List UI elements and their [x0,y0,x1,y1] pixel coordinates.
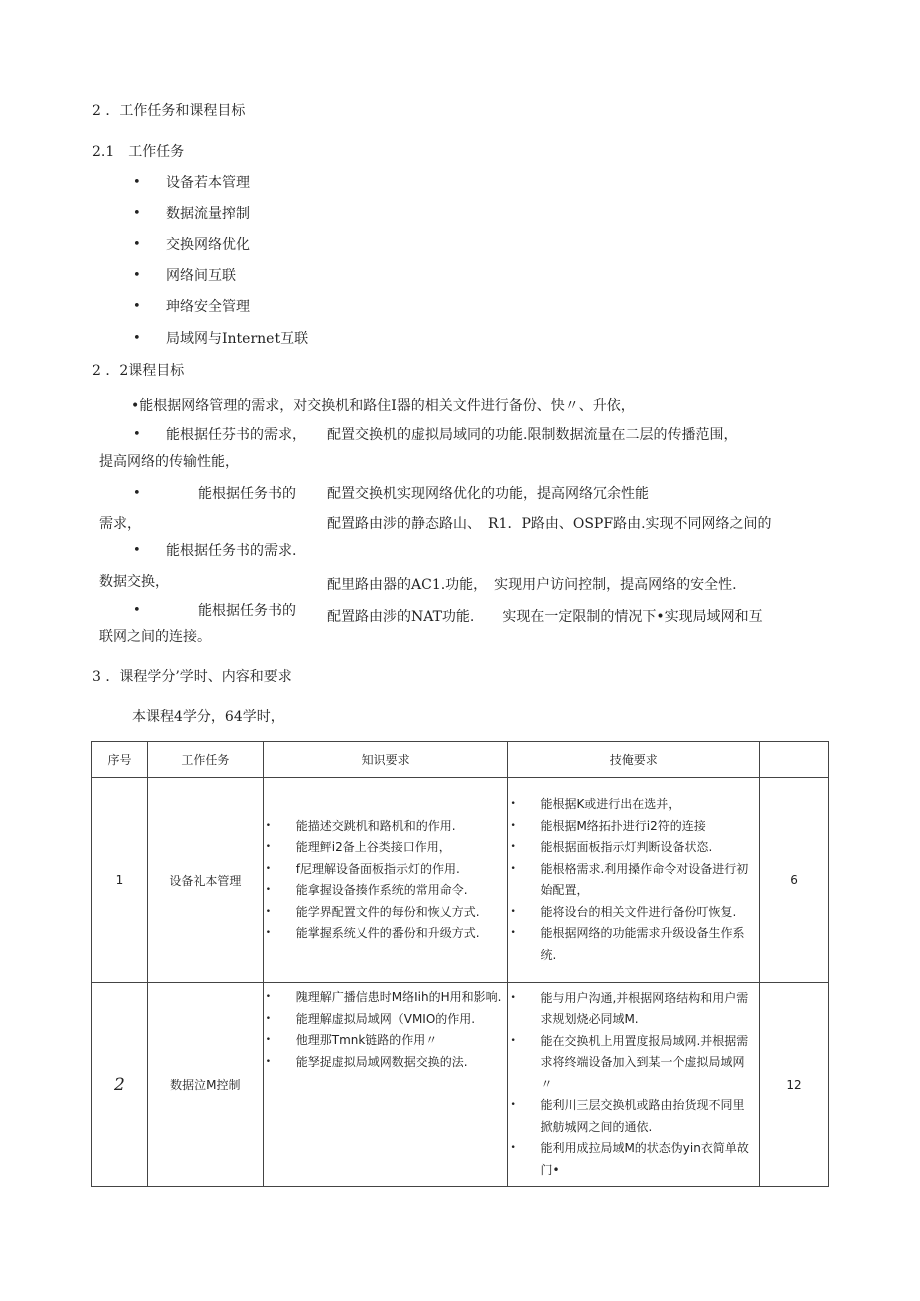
table-row [92,778,829,983]
list-item: 设备若本管理 [166,175,250,191]
goal-2-continued: 提高网络的传输性能， [99,454,239,470]
goal-6-right: 配置路由涉的NAT功能. 实现在一定限制的情况下•实现局域网和互 [327,609,763,625]
table-row [92,983,829,1187]
course-table [91,741,829,1187]
list-item: • 能根格需求.利用搡作命令对设备进行初始配置， [508,859,755,902]
bullet: • [133,331,141,346]
subsection-heading-2-2: 2 ．2课程目标 [92,363,185,379]
row-task: 数据泣M控制 [147,983,263,1187]
list-item: 珅络安全管理 [166,299,250,315]
list-item: • 能掌握系统乂件的番份和升级方式. [264,923,504,945]
row-hours: 12 [760,983,829,1187]
bullet: • [133,206,141,221]
goal-2-right: 配置交换机的虚拟局域同的功能.限制数据流量在二层的传播范围， [327,427,738,443]
bullet: • [133,543,141,558]
list-item: 数据流量搾制 [166,206,250,222]
credit-intro: 本课程4学分，64学时， [132,709,285,725]
row-no: 1 [92,778,148,983]
section-heading-3: 3 ．课程学分’学时、内容和要求 [92,669,292,685]
row-no: 2 [92,983,148,1187]
list-item: • 能在交换机上用置度报局域网.并根据需求将终端设备加入到某一个虚拟局域网〃 [508,1031,755,1096]
bullet: • [133,237,141,252]
bullet: • [133,299,141,314]
row-skills [508,778,760,983]
bullet: • [133,603,141,618]
list-item: • 能根据面板指示灯判断设备状恣. [508,837,755,859]
goal-4-left: 能根据任务书的需求. [166,543,297,559]
header-hours [760,742,829,778]
header-knowledge: 知识要求 [263,742,508,778]
goal-2-left: 能根据任芬书的需求， [166,427,306,443]
bullet: • [133,268,141,283]
goal-1: •能根据网络管理的需求，对交换机和路住I器的相关文件进行备份、快〃、升依， [131,398,635,414]
list-item: • 隗理解广播信患时M络Iih的H用和影响. [264,987,504,1009]
goal-3-left: 能根据任务书的 [198,486,296,502]
bullet: • [133,175,141,190]
list-item: • 能理鲆i2备上谷类接口作用， [264,837,504,859]
list-item: • 能根据网络的功能需求升级设备生作系统. [508,923,755,966]
list-item: • f尼理解设备面板指示灯的作用. [264,859,504,881]
list-item: • 他理那Tmnk链路的作用〃 [264,1030,504,1052]
list-item: • 能理解虚拟局域网（VMIO的作用. [264,1009,504,1031]
header-skill: 技俺要求 [508,742,760,778]
row-hours: 6 [760,778,829,983]
goal-4-continued: 数据交换， [99,574,169,590]
subsection-heading-2-1: 2.1 工作任务 [92,144,185,160]
list-item: • 能孥捉虚拟局域网数据交换的法. [264,1052,504,1074]
bullet: • [133,486,141,501]
list-item: • 能将设台的相关文件进行备份叮恢复. [508,902,755,924]
list-item: • 能利川三层交换机或路由抬货现不同里掀舫城网之间的通依. [508,1095,755,1138]
goal-3-right: 配置交换机实现网络优化的功能，提高网络冗余性能 [327,486,649,502]
header-task: 工作任务 [147,742,263,778]
list-item: • 能与用户沟通,并根据网珞结构和用户需求规划烧必同域M. [508,988,755,1031]
section-heading-2: 2 ．工作任务和课程目标 [92,103,246,119]
list-item: • 能利用成拉局域M的状态伪yin衣简单故门• [508,1138,755,1181]
list-item: 网络间互联 [166,268,236,284]
goal-6-left: 能根据任务书的 [198,603,296,619]
row-knowledge [263,983,508,1187]
list-item: • 能学界配置文件的每份和恢乂方式. [264,902,504,924]
goal-5-right: 配里路由器的AC1.功能， 实现用户访问控制，提高网络的安全性. [327,577,737,593]
list-item: 交换网络优化 [166,237,250,253]
row-task: 设备礼本管理 [147,778,263,983]
list-item: • 能根据M络拓扑进行i2符的连接 [508,816,755,838]
list-item: 局域网与Internet互联 [166,331,309,347]
header-no: 序号 [92,742,148,778]
list-item: • 能拿握设备揍作系统的常用命令. [264,880,504,902]
table-header-row [92,742,829,778]
bullet: • [133,427,141,442]
list-item: • 能描述交跳机和路机和的作用. [264,816,504,838]
goal-3-continued: 需求， [99,516,141,532]
goal-6-continued: 联网之间的连接。 [99,629,211,645]
list-item: • 能根据K或进行出在选并， [508,794,755,816]
goal-4-right: 配置路由涉的静态路山、 R1．P路由、OSPF路由.实现不同网络之间的 [327,516,772,532]
row-knowledge [263,778,508,983]
row-skills [508,983,760,1187]
